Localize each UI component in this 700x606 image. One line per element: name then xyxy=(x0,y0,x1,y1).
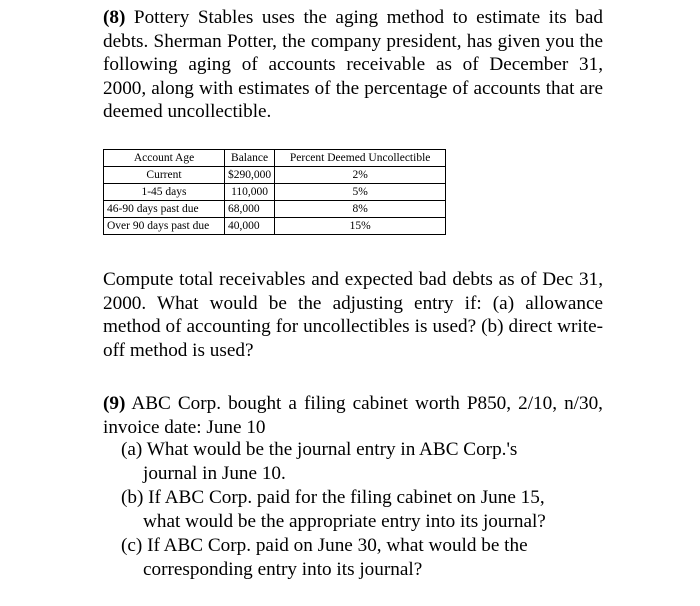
part-line: If ABC Corp. paid on June 30, what would be the xyxy=(147,535,528,556)
cell-age: Current xyxy=(104,167,225,184)
cell-percent: 15% xyxy=(275,218,446,235)
cell-balance: $290,000 xyxy=(225,167,275,184)
part-line: journal in June 10. xyxy=(143,462,286,484)
problem-8-question: Compute total receivables and expected bad debts as of Dec 31, 2000. What would be the adjusting entry if: (a) allowance method of accounting for uncollectibles is used? (b) direct write-off method is used? xyxy=(103,269,603,361)
header-balance: Balance xyxy=(225,150,275,167)
part-label: (c) xyxy=(121,535,143,556)
table-row xyxy=(104,184,446,201)
problem-9-part-c xyxy=(121,534,603,581)
problem-9-intro xyxy=(103,392,603,439)
problem-9-number: (9) xyxy=(103,393,126,414)
table-header-row xyxy=(104,150,446,167)
cell-age: Over 90 days past due xyxy=(104,218,225,235)
problem-8-intro xyxy=(103,6,603,124)
cell-balance: 110,000 xyxy=(225,184,275,201)
table-row xyxy=(104,167,446,184)
cell-percent: 2% xyxy=(275,167,446,184)
cell-balance: 68,000 xyxy=(225,201,275,218)
table-row xyxy=(104,218,446,235)
problem-8-intro-text: Pottery Stables uses the aging method to estimate its bad debts. Sherman Potter, the company president, has given you the following aging of accounts receivable as of December 31, 2000, along with estimates of the percentage of accounts that are deemed uncollectible. xyxy=(103,7,603,122)
cell-age: 1-45 days xyxy=(104,184,225,201)
problem-9-intro-text: ABC Corp. bought a filing cabinet worth P850, 2/10, n/30, invoice date: June 10 xyxy=(103,393,603,438)
cell-balance: 40,000 xyxy=(225,218,275,235)
problem-9-part-a xyxy=(121,438,603,485)
header-percent: Percent Deemed Uncollectible xyxy=(275,150,446,167)
problem-8-number: (8) xyxy=(103,7,126,28)
problem-9-part-b xyxy=(121,486,603,533)
cell-percent: 5% xyxy=(275,184,446,201)
part-line: corresponding entry into its journal? xyxy=(143,558,423,580)
cell-age: 46-90 days past due xyxy=(104,201,225,218)
part-label: (a) xyxy=(121,439,143,460)
part-line: If ABC Corp. paid for the filing cabinet on June 15, xyxy=(148,487,545,508)
part-line: What would be the journal entry in ABC Corp.'s xyxy=(146,439,518,460)
aging-table xyxy=(103,149,446,235)
part-line: what would be the appropriate entry into its journal? xyxy=(143,510,546,532)
cell-percent: 8% xyxy=(275,201,446,218)
table-row xyxy=(104,201,446,218)
header-account-age: Account Age xyxy=(104,150,225,167)
part-label: (b) xyxy=(121,487,144,508)
